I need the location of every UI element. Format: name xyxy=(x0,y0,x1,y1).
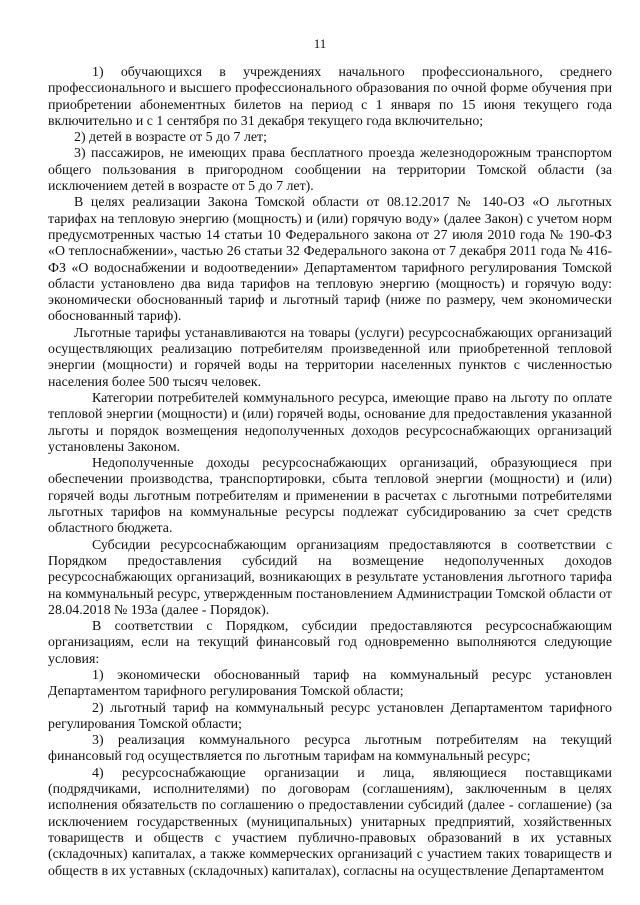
paragraph-condition-4: 4) ресурсоснабжающие организации и лица, являющиеся поставщиками (подрядчиками, исполнителями) по договорам (соглашениям), заключенным в целях исполнения обязательств по соглашению о предоставлении субсидий (далее - соглашение) (за исключением государственных (муниципальных) унитарных предприятий, хозяйственных товариществ и обществ с участием публично-правовых образований в их уставных (складочных) капиталах, а также коммерческих организаций с участием таких товариществ и обществ в их уставных (складочных) капиталах), согласны на осуществление Департаментом xyxy=(48,765,612,879)
paragraph-students: 1) обучающихся в учреждениях начального профессионального, среднего профессионального и высшего профессионального образования по очной форме обучения при приобретении абонементных билетов на период с 1 января по 15 июня текущего года включительно и с 1 сентября по 31 декабря текущего года включительно; xyxy=(48,65,612,129)
paragraph-lost-revenue: Недополученные доходы ресурсоснабжающих организаций, образующиеся при обеспечении производства, транспортировки, сбыта тепловой энергии (мощности) и (или) горячей воды льготным потребителям и применении в расчетах с льготными потребителями льготных тарифов на коммунальные ресурсы подлежат субсидированию за счет средств областного бюджета. xyxy=(48,456,612,537)
paragraph-condition-2: 2) льготный тариф на коммунальный ресурс установлен Департаментом тарифного регулирования Томской области; xyxy=(48,700,612,732)
paragraph-subsidies: Субсидии ресурсоснабжающим организациям предоставляются в соответствии с Порядком предоставления субсидий на возмещение недополученных доходов ресурсоснабжающих организаций, возникающих в результате установления льготного тарифа на коммунальный ресурс, утвержденным постановлением Администрации Томской области от 28.04.2018 № 193а (далее - Порядок). xyxy=(48,537,612,618)
paragraph-conditions-intro: В соответствии с Порядком, субсидии предоставляются ресурсоснабжающим организациям, если на текущий финансовый год одновременно выполняются следующие условия: xyxy=(48,619,612,667)
paragraph-passengers: 3) пассажиров, не имеющих права бесплатного проезда железнодорожным транспортом общего пользования в пригородном сообщении на территории Томской области (за исключением детей в возрасте от 5 до 7 лет). xyxy=(48,146,612,195)
page-number: 11 xyxy=(313,36,327,51)
paragraph-condition-1: 1) экономически обоснованный тариф на коммунальный ресурс установлен Департаментом тарифного регулирования Томской области; xyxy=(48,667,612,700)
paragraph-preferential-tariffs: Льготные тарифы устанавливаются на товары (услуги) ресурсоснабжающих организаций осуществляющих реализацию потребителям произведенной или приобретенной тепловой энергии (мощности) и горячей воды на территории населенных пунктов с численностью населения более 500 тысяч человек. xyxy=(48,325,612,390)
paragraph-condition-3: 3) реализация коммунального ресурса льготным потребителям на текущий финансовый год осуществляется по льготным тарифам на коммунальный ресурс; xyxy=(48,733,612,765)
paragraph-consumer-categories: Категории потребителей коммунального ресурса, имеющие право на льготу по оплате тепловой энергии (мощности) и (или) горячей воды, основание для предоставления указанной льготы и порядок возмещения недополученных доходов ресурсоснабжающих организаций установлены Законом. xyxy=(48,390,612,455)
paragraph-law-implementation: В целях реализации Закона Томской области от 08.12.2017 № 140-ОЗ «О льготных тарифах на тепловую энергию (мощность) и (или) горячую воду» (далее Закон) с учетом норм предусмотренных частью 14 статьи 10 Федерального закона от 27 июля 2010 года № 190-ФЗ «О теплоснабжении», частью 26 статьи 32 Федерального закона от 7 декабря 2011 года № 416-ФЗ «О водоснабжении и водоотведении» Департаментом тарифного регулирования Томской области установлено два вида тарифов на тепловую энергию (мощность) и горячую воду: экономически обоснованный тариф и льготный тариф (ниже по размеру, чем экономически обоснованный тариф). xyxy=(48,195,612,325)
document-body xyxy=(48,65,612,880)
paragraph-children: 2) детей в возрасте от 5 до 7 лет; xyxy=(74,130,267,146)
